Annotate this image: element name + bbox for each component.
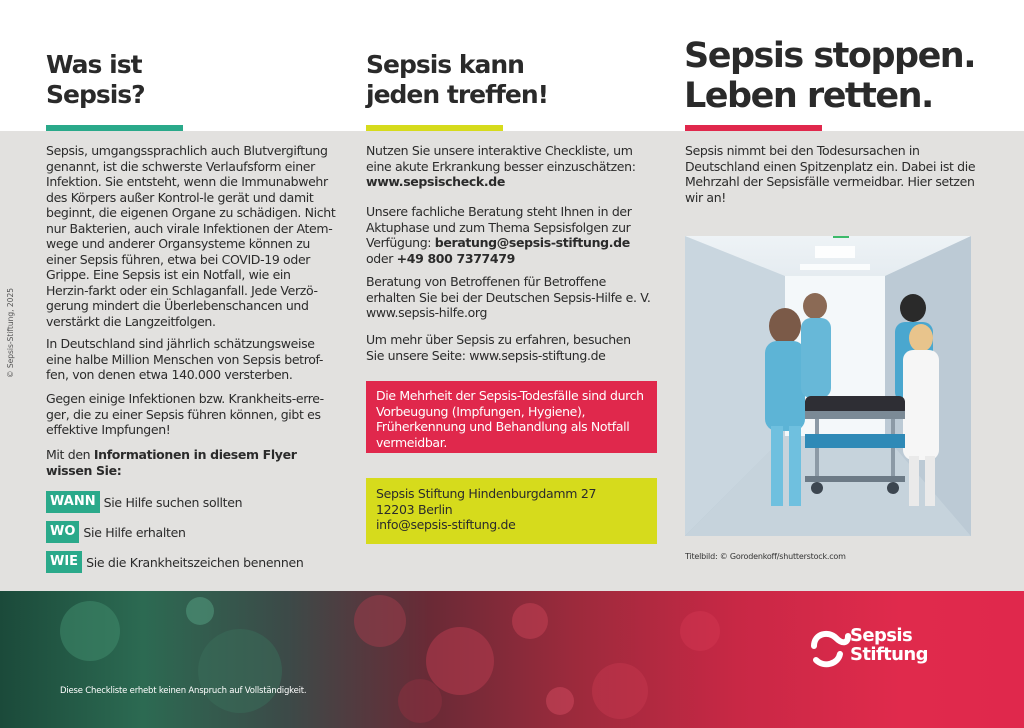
callout-prevention: Die Mehrheit der Sepsis-Todesfälle sind durch Vorbeugung (Impfungen, Hygiene), Früherkennung und Behandlung als Notfall vermeidbar. (366, 381, 657, 453)
tag-wo: WO (46, 521, 79, 543)
heading-sepsis-kann-jeden-treffen (366, 50, 596, 110)
address-email-link[interactable]: info@sepsis-stiftung.de (376, 517, 516, 532)
flyer-info-bold: Informationen in diesem Flyer wissen Sie: (46, 447, 297, 478)
heading-sepsis-stoppen (684, 36, 1014, 116)
sepsischeck-link[interactable]: www.sepsischeck.de (366, 174, 506, 189)
list-item-text: Sie Hilfe suchen sollten (103, 494, 243, 510)
list-item-wann (46, 491, 242, 513)
paragraph-checklist (366, 143, 651, 190)
paragraph-website: Um mehr über Sepsis zu erfahren, besuchen Sie unsere Seite: www.sepsis-stiftung.de (366, 332, 631, 363)
flyer-info-prefix: Mit den (46, 447, 94, 462)
logo-wordmark (850, 626, 928, 664)
paragraph-statistics: In Deutschland sind jährlich schätzungsweise eine halbe Million Menschen von Sepsis betrof-fen, von denen etwa 140.000 versterben. (46, 336, 324, 382)
paragraph-intro: Sepsis nimmt bei den Todesursachen in Deutschland einen Spitzenplatz ein. Dabei ist die Mehrzahl der Sepsisfälle vermeidbar. Hier setzen wir an! (685, 143, 976, 205)
tag-wann: WANN (46, 491, 100, 513)
address-line: Sepsis Stiftung Hindenburgdamm 27 (376, 486, 597, 501)
heading-line: jeden treffen! (366, 80, 549, 109)
accent-bar-red (685, 125, 822, 131)
counseling-email-link[interactable]: beratung@sepsis-stiftung.de (434, 235, 630, 250)
photo-credit: Titelbild: © Gorodenkoff/shutterstock.com (685, 552, 846, 561)
list-item-text: Sie die Krankheitszeichen benennen (86, 554, 304, 570)
logo-line: Stiftung (850, 644, 928, 665)
checklist-text: Nutzen Sie unsere interaktive Checkliste, um eine akute Erkrankung besser einzuschätzen: (366, 143, 636, 174)
heading-line: Sepsis? (46, 80, 145, 109)
logo-line: Sepsis (850, 625, 913, 646)
paragraph-flyer-info (46, 447, 336, 478)
hospital-illustration (685, 236, 971, 536)
heading-was-ist-sepsis (46, 50, 246, 110)
heading-line: Was ist (46, 50, 142, 79)
counseling-or: oder (366, 250, 394, 266)
heading-line: Leben retten. (684, 76, 933, 116)
counseling-phone-link[interactable]: +49 800 7377479 (396, 250, 515, 266)
counseling-text: Unsere fachliche Beratung steht Ihnen in der Aktuphase und zum Thema Sepsisfolgen zur Verfügung: (366, 204, 632, 250)
copyright-vertical: © Sepsis-Stiftung, 2025 (6, 288, 15, 378)
footer-disclaimer: Diese Checkliste erhebt keinen Anspruch auf Vollständigkeit. (60, 686, 307, 696)
hospital-photo (685, 236, 971, 536)
list-item-wie (46, 551, 303, 573)
address-box (366, 478, 657, 544)
paragraph-definition: Sepsis, umgangssprachlich auch Blutvergiftung genannt, ist die schwerste Verlaufsform einer Infektion. Sie entsteht, wenn die Immunabwehr des Körpers außer Kontrol-le gerät und damit beginnt, die eigenen Organe zu schädigen. Nicht nur Bakterien, auch virale Infektionen der Atem-wege und anderer Organsysteme können zu einer Sepsis führen, etwa bei COVID-19 oder Grippe. Eine Sepsis ist ein Notfall, wie ein Herzin-farkt oder ein Schlaganfall. Jede Verzö-gerung mindert die Überlebenschancen und verstärkt die Langzeitfolgen. (46, 143, 336, 329)
list-item-text: Sie Hilfe erhalten (83, 524, 186, 540)
paragraph-sepsis-hilfe: Beratung von Betroffenen für Betroffene erhalten Sie bei der Deutschen Sepsis-Hilfe e. V. www.sepsis-hilfe.org (366, 274, 651, 320)
accent-bar-green (46, 125, 183, 131)
address-line: 12203 Berlin (376, 501, 453, 517)
heading-line: Sepsis kann (366, 50, 524, 79)
list-item-wo (46, 521, 186, 543)
paragraph-vaccinations: Gegen einige Infektionen bzw. Krankheits-erre-ger, die zu einer Sepsis führen können, gibt es effektive Impfungen! (46, 391, 324, 437)
accent-bar-yellow (366, 125, 503, 131)
heading-line: Sepsis stoppen. (684, 36, 976, 76)
tag-wie: WIE (46, 551, 82, 573)
paragraph-counseling (366, 204, 651, 266)
